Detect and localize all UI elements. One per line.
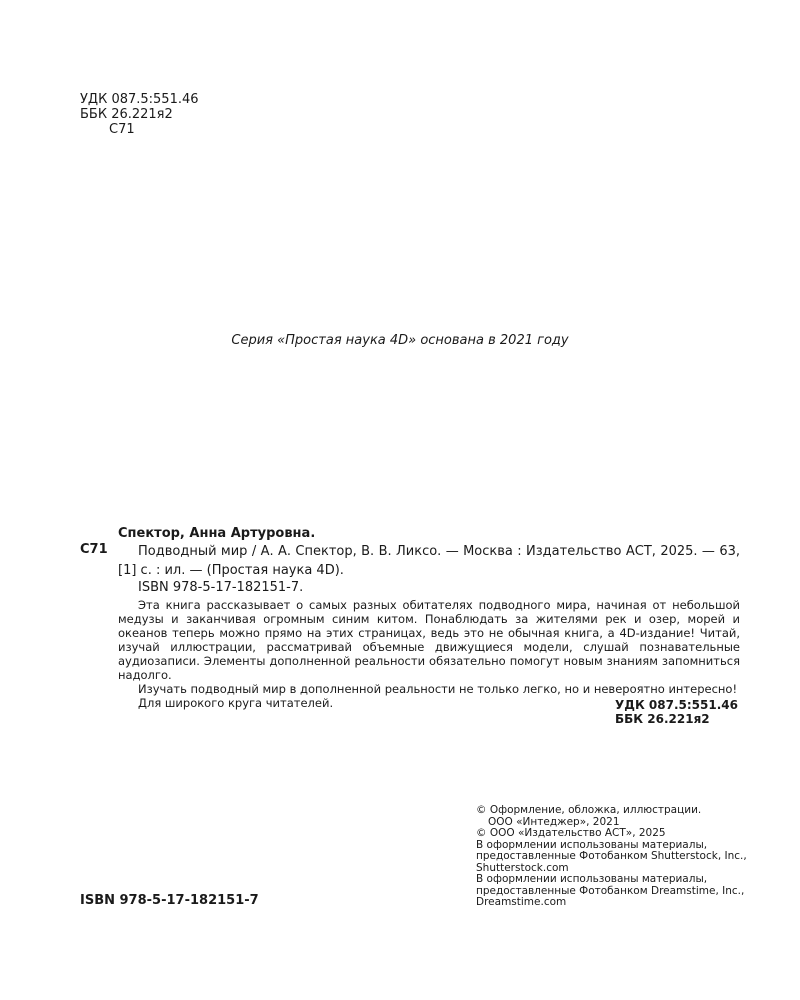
bottom-classification-codes [615, 698, 738, 726]
copyright-line: ООО «Интеджер», 2021 [488, 815, 620, 828]
biblio-author-sign: С71 [80, 542, 108, 557]
copyright-line: В оформлении использованы материалы, предоставленные Фотобанком Shutterstock, Inc., Shutterstock.com [476, 838, 747, 874]
annotation-paragraph: Изучать подводный мир в дополненной реальности не только легко, но и невероятно интересно! [138, 682, 738, 696]
annotation-paragraph: Для широкого круга читателей. [138, 696, 334, 710]
isbn-bottom: ISBN 978-5-17-182151-7 [80, 893, 259, 908]
copyright-line: © ООО «Издательство АСТ», 2025 [476, 827, 666, 839]
top-classification-codes [80, 92, 199, 137]
bottom-udk-code: УДК 087.5:551.46 [615, 698, 738, 712]
top-bbk-code: ББК 26.221я2 [80, 107, 173, 122]
annotation-paragraph: Эта книга рассказывает о самых разных обитателях подводного мира, начиная от небольшой медузы и заканчивая огромным синим китом. Понаблюдать за жителями рек и озер, морей и океанов теперь можно прямо на этих страницах, ведь это не обычная книга, а 4D-издание! Читай, изучай иллюстрации, рассматривай объемные движущиеся модели, слушай познавательные аудиозаписи. Элементы дополненной реальности обязательно помогут новым знаниям запомниться надолго. [118, 598, 740, 682]
biblio-description: Подводный мир / А. А. Спектор, В. В. Ликсо. — Москва : Издательство АСТ, 2025. — 63, [1] с. : ил. — (Простая наука 4D). [118, 544, 740, 578]
copyright-block [476, 805, 756, 909]
copyright-line: В оформлении использованы материалы, предоставленные Фотобанком Dreamstime, Inc., Dreamstime.com [476, 873, 745, 908]
series-statement: Серия «Простая наука 4D» основана в 2021 году [231, 333, 569, 348]
top-author-sign: С71 [109, 122, 135, 137]
copyright-line: © Оформление, обложка, иллюстрации. [476, 804, 702, 816]
annotation [118, 598, 740, 710]
biblio-isbn: ISBN 978-5-17-182151-7. [138, 580, 304, 595]
top-udk-code: УДК 087.5:551.46 [80, 92, 199, 107]
bottom-bbk-code: ББК 26.221я2 [615, 712, 710, 726]
biblio-author: Спектор, Анна Артуровна. [118, 526, 316, 541]
